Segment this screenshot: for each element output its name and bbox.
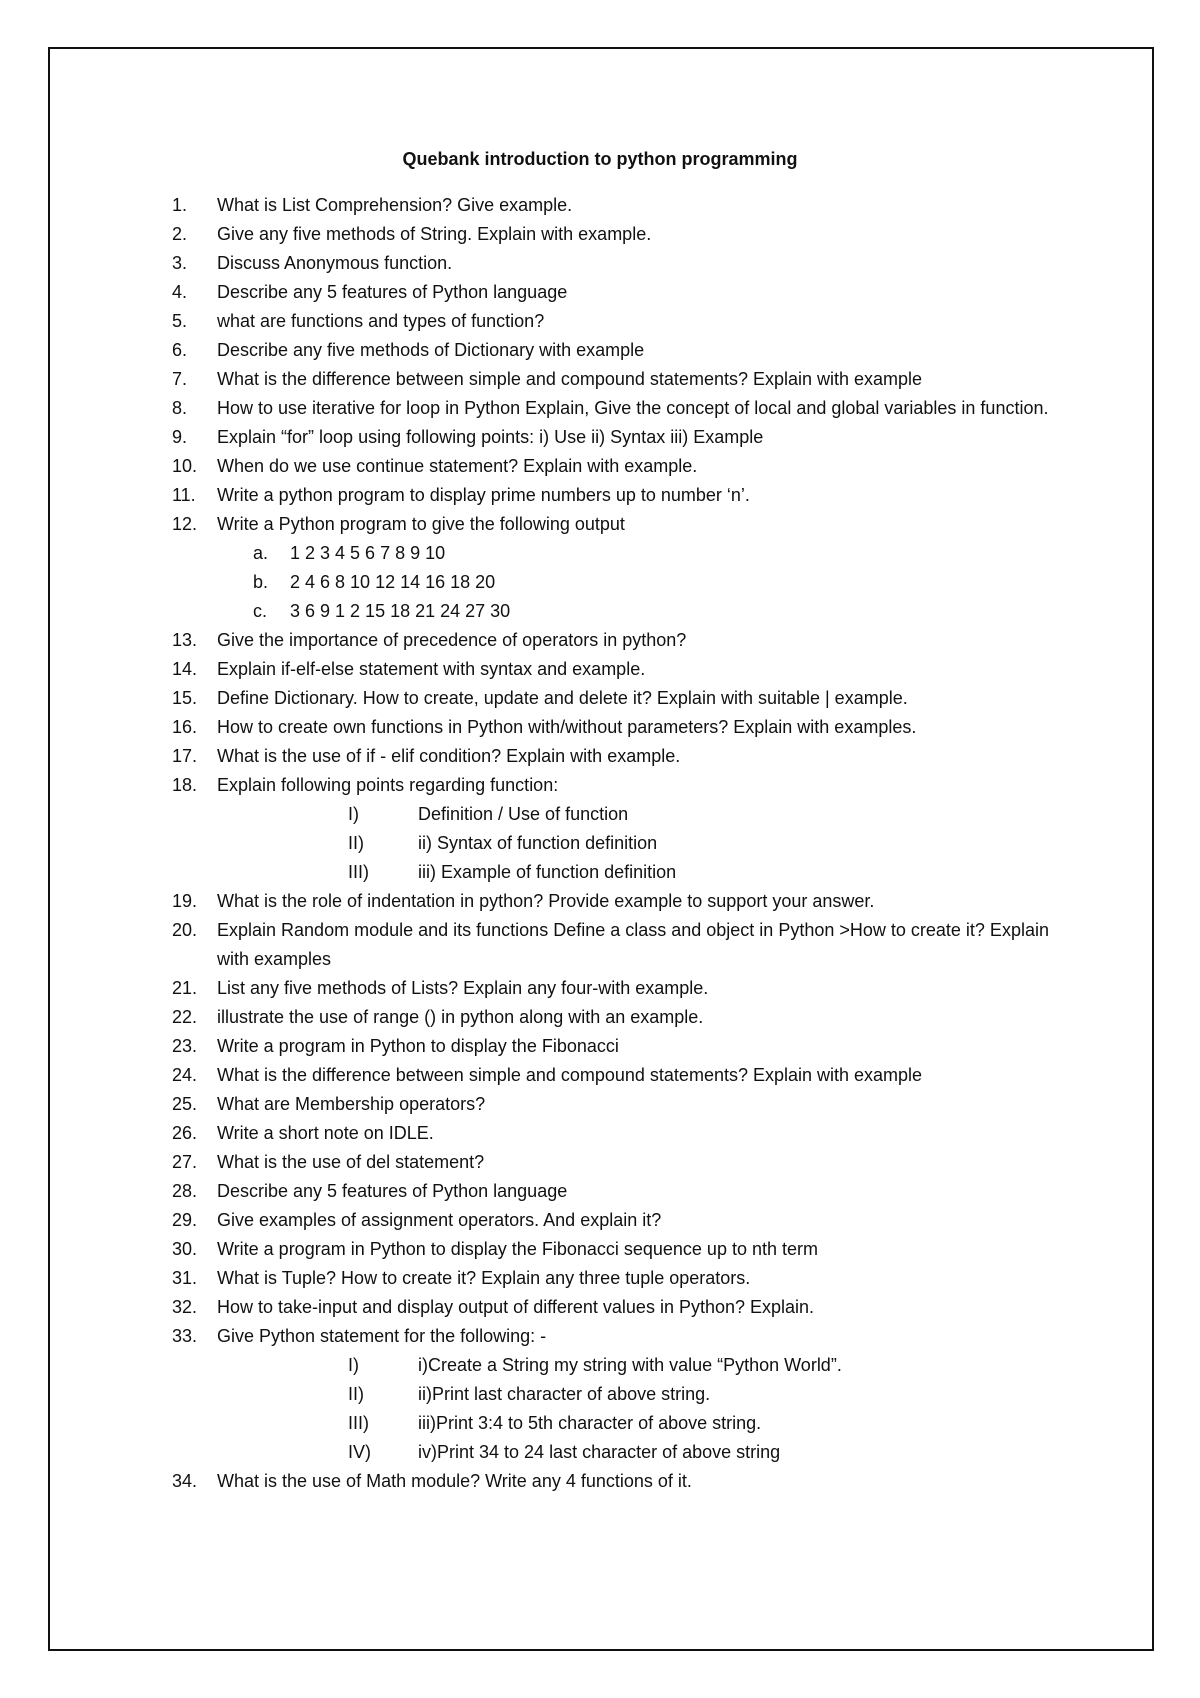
question-item [0, 249, 1200, 278]
sub-item-text: ii)Print last character of above string. [418, 1384, 711, 1404]
sub-item-marker: b. [253, 572, 269, 592]
question-text: Write a Python program to give the following output [217, 514, 625, 534]
sub-item-text: 2 4 6 8 10 12 14 16 18 20 [290, 572, 496, 592]
question-text: What is Tuple? How to create it? Explain any three tuple operators. [217, 1268, 751, 1288]
sub-item [0, 539, 1200, 568]
question-text: Give examples of assignment operators. And explain it? [217, 1210, 662, 1230]
question-item [0, 655, 1200, 684]
question-item [0, 1119, 1200, 1148]
question-text: Write a python program to display prime numbers up to number ‘n’. [217, 485, 750, 505]
sub-item [0, 1380, 1200, 1409]
sub-item-marker: a. [253, 543, 269, 563]
question-number: 32. [172, 1297, 198, 1317]
question-number: 29. [172, 1210, 198, 1230]
question-text: What is the role of indentation in python? Provide example to support your answer. [217, 891, 875, 911]
question-text: Explain following points regarding function: [217, 775, 559, 795]
sub-item-marker: IV) [348, 1442, 372, 1462]
sub-item [0, 1351, 1200, 1380]
question-number: 24. [172, 1065, 198, 1085]
question-item [0, 771, 1200, 800]
question-item [0, 626, 1200, 655]
question-text: what are functions and types of function? [217, 311, 545, 331]
question-item [0, 278, 1200, 307]
question-item [0, 713, 1200, 742]
question-text: Describe any 5 features of Python language [217, 282, 568, 302]
question-text: How to use iterative for loop in Python Explain, Give the concept of local and global variables in function. [217, 398, 1049, 418]
sub-item-text: 3 6 9 1 2 15 18 21 24 27 30 [290, 601, 511, 621]
question-list [0, 191, 1200, 1496]
sub-item-text: ii) Syntax of function definition [418, 833, 658, 853]
question-item [0, 481, 1200, 510]
sub-item [0, 800, 1200, 829]
sub-item-text: iv)Print 34 to 24 last character of above string [418, 1442, 781, 1462]
sub-item-marker: I) [348, 1355, 359, 1375]
question-text: What are Membership operators? [217, 1094, 486, 1114]
question-text: List any five methods of Lists? Explain any four-with example. [217, 978, 709, 998]
question-number: 8. [172, 398, 188, 418]
question-item [0, 452, 1200, 481]
question-number: 13. [172, 630, 198, 650]
question-item [0, 887, 1200, 916]
question-text: Explain if-elf-else statement with syntax and example. [217, 659, 646, 679]
question-number: 6. [172, 340, 188, 360]
question-item [0, 510, 1200, 539]
question-text: Give the importance of precedence of operators in python? [217, 630, 687, 650]
question-number: 10. [172, 456, 198, 476]
question-number: 19. [172, 891, 198, 911]
question-number: 9. [172, 427, 188, 447]
question-text: Define Dictionary. How to create, update and delete it? Explain with suitable | example. [217, 688, 908, 708]
question-number: 1. [172, 195, 188, 215]
question-text: What is the use of del statement? [217, 1152, 485, 1172]
sub-item-marker: III) [348, 1413, 369, 1433]
question-text: Explain Random module and its functions Define a class and object in Python >How to create it? Explain with examples [217, 920, 1049, 969]
question-text: What is the use of Math module? Write any 4 functions of it. [217, 1471, 692, 1491]
sub-item [0, 858, 1200, 887]
sub-item-marker: III) [348, 862, 369, 882]
question-text: Give any five methods of String. Explain with example. [217, 224, 652, 244]
question-number: 7. [172, 369, 188, 389]
question-item [0, 1322, 1200, 1351]
question-item [0, 1467, 1200, 1496]
question-item [0, 1177, 1200, 1206]
question-number: 17. [172, 746, 198, 766]
sub-item-marker: c. [253, 601, 268, 621]
sub-item [0, 1409, 1200, 1438]
question-number: 11. [172, 485, 196, 505]
question-text: Write a program in Python to display the Fibonacci sequence up to nth term [217, 1239, 818, 1259]
question-text: Describe any five methods of Dictionary with example [217, 340, 645, 360]
question-item [0, 394, 1200, 423]
sub-item-text: iii) Example of function definition [418, 862, 677, 882]
question-item [0, 423, 1200, 452]
sub-item-text: i)Create a String my string with value “Python World”. [418, 1355, 842, 1375]
question-text: What is the difference between simple and compound statements? Explain with example [217, 1065, 923, 1085]
question-item [0, 684, 1200, 713]
question-number: 22. [172, 1007, 198, 1027]
question-item [0, 1264, 1200, 1293]
question-text: illustrate the use of range () in python along with an example. [217, 1007, 704, 1027]
question-text: What is the use of if - elif condition? Explain with example. [217, 746, 681, 766]
question-item [0, 1235, 1200, 1264]
question-text: How to take-input and display output of different values in Python? Explain. [217, 1297, 815, 1317]
question-number: 26. [172, 1123, 198, 1143]
question-number: 3. [172, 253, 188, 273]
question-text: Give Python statement for the following: - [217, 1326, 547, 1346]
question-item [0, 307, 1200, 336]
question-text: What is the difference between simple and compound statements? Explain with example [217, 369, 923, 389]
question-number: 16. [172, 717, 198, 737]
question-number: 31. [172, 1268, 198, 1288]
sub-item-text: Definition / Use of function [418, 804, 629, 824]
document-title: Quebank introduction to python programming [402, 149, 798, 169]
question-number: 23. [172, 1036, 198, 1056]
question-number: 15. [172, 688, 198, 708]
question-number: 27. [172, 1152, 198, 1172]
sub-item-marker: I) [348, 804, 359, 824]
question-text: Write a program in Python to display the Fibonacci [217, 1036, 619, 1056]
sub-item-text: 1 2 3 4 5 6 7 8 9 10 [290, 543, 446, 563]
question-item [0, 1148, 1200, 1177]
question-item [0, 336, 1200, 365]
question-text: Write a short note on IDLE. [217, 1123, 434, 1143]
question-text: How to create own functions in Python with/without parameters? Explain with examples. [217, 717, 917, 737]
sub-item [0, 568, 1200, 597]
question-item [0, 1090, 1200, 1119]
question-number: 34. [172, 1471, 198, 1491]
question-number: 21. [172, 978, 198, 998]
question-number: 12. [172, 514, 198, 534]
question-text: When do we use continue statement? Explain with example. [217, 456, 698, 476]
question-item [0, 742, 1200, 771]
question-number: 33. [172, 1326, 198, 1346]
question-number: 20. [172, 920, 198, 940]
sub-item [0, 597, 1200, 626]
question-item [0, 191, 1200, 220]
question-item [0, 1003, 1200, 1032]
sub-item-marker: II) [348, 833, 364, 853]
question-item [0, 974, 1200, 1003]
question-number: 5. [172, 311, 188, 331]
question-number: 18. [172, 775, 198, 795]
question-item [0, 365, 1200, 394]
question-item [0, 916, 1200, 974]
question-number: 30. [172, 1239, 198, 1259]
question-number: 2. [172, 224, 188, 244]
sub-item-marker: II) [348, 1384, 364, 1404]
question-text: Describe any 5 features of Python language [217, 1181, 568, 1201]
sub-item-text: iii)Print 3:4 to 5th character of above string. [418, 1413, 762, 1433]
question-number: 28. [172, 1181, 198, 1201]
question-number: 4. [172, 282, 188, 302]
question-number: 14. [172, 659, 198, 679]
question-item [0, 1032, 1200, 1061]
question-text: Explain “for” loop using following points: i) Use ii) Syntax iii) Example [217, 427, 764, 447]
question-text: Discuss Anonymous function. [217, 253, 453, 273]
question-item [0, 1293, 1200, 1322]
question-item [0, 1206, 1200, 1235]
question-item [0, 220, 1200, 249]
sub-item [0, 1438, 1200, 1467]
question-text: What is List Comprehension? Give example. [217, 195, 573, 215]
question-number: 25. [172, 1094, 198, 1114]
sub-item [0, 829, 1200, 858]
question-item [0, 1061, 1200, 1090]
